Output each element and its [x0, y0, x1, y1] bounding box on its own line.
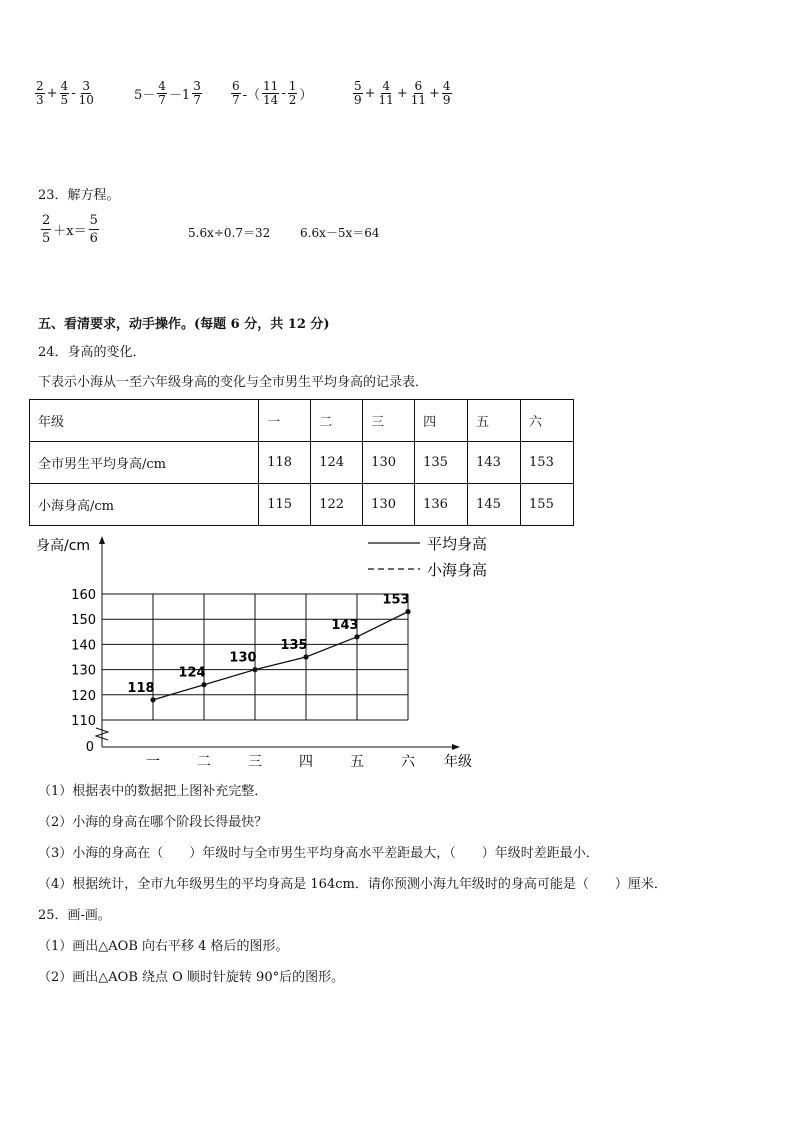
- denominator: 2: [288, 93, 297, 107]
- y-axis-arrow-icon: [99, 536, 105, 544]
- height-line-chart: [30, 532, 500, 777]
- x-axis-label: 年级: [444, 754, 472, 770]
- numerator: 6: [414, 79, 423, 93]
- y-tick-label: 150: [71, 613, 96, 629]
- table-row: [30, 484, 574, 526]
- table-cell: 145: [468, 484, 521, 526]
- data-label: 130: [229, 650, 257, 666]
- x-tick-label: 二: [197, 754, 211, 770]
- chart-ticks: [71, 588, 416, 770]
- fraction: [192, 80, 202, 107]
- numerator: 3: [82, 79, 91, 93]
- operator: +: [364, 86, 376, 101]
- fraction: [288, 80, 298, 107]
- denominator: 11: [378, 93, 394, 107]
- table-header-row: [30, 400, 574, 442]
- equation-3: 6.6x－5x＝64: [300, 226, 380, 240]
- data-label: 153: [382, 592, 410, 608]
- table-cell: 130: [363, 484, 415, 526]
- axis-break-icon: [96, 728, 108, 740]
- numerator: 5: [89, 213, 98, 228]
- data-point: [150, 697, 155, 702]
- operator: +: [396, 86, 408, 101]
- fraction: [60, 80, 70, 107]
- table-cell: 130: [363, 442, 415, 484]
- y-tick-label: 0: [85, 740, 94, 755]
- numerator: 6: [232, 79, 240, 93]
- y-axis-label: 身高/cm: [36, 538, 91, 554]
- table-header-cell: 三: [363, 400, 415, 442]
- data-point: [405, 609, 410, 614]
- fraction: [35, 80, 45, 107]
- x-tick-label: 一: [146, 754, 160, 770]
- equation-1: [40, 212, 100, 247]
- q24-subquestion-4: （4）根据统计，全市九年级男生的平均身高是 164cm．请你预测小海九年级时的身高可能是（ ）厘米．: [38, 877, 667, 892]
- denominator: 5: [42, 231, 51, 246]
- table-header-cell: 二: [311, 400, 363, 442]
- y-tick-label: 130: [71, 663, 96, 679]
- calc-expression-3: [230, 80, 313, 107]
- table-cell: 122: [311, 484, 363, 526]
- series-line: [153, 612, 408, 700]
- data-label: 135: [280, 638, 308, 653]
- denominator: 11: [410, 93, 427, 107]
- x-tick-label: 三: [248, 754, 262, 770]
- table-cell: 115: [259, 484, 311, 526]
- operator: +: [46, 86, 58, 101]
- table-header-cell: 六: [521, 400, 574, 442]
- operator: -: [71, 86, 76, 101]
- y-tick-label: 110: [71, 714, 96, 729]
- chart-series: [127, 593, 410, 703]
- q25-item-2: （2）画出△AOB 绕点 O 顺时针旋转 90°后的图形。: [38, 970, 345, 985]
- fraction: [41, 212, 51, 247]
- table-cell: 136: [415, 484, 468, 526]
- numerator: 1: [288, 79, 297, 93]
- q25-item-1: （1）画出△AOB 向右平移 4 格后的图形。: [38, 939, 289, 954]
- data-point: [201, 682, 206, 687]
- legend-label: 小海身高: [427, 561, 488, 579]
- numerator: 2: [42, 213, 51, 228]
- operator: ）: [299, 88, 313, 103]
- y-tick-label: 140: [71, 638, 96, 654]
- table-header-cell: 一: [259, 400, 311, 442]
- numerator: 2: [36, 79, 44, 93]
- table-header-cell: 年级: [30, 400, 259, 442]
- calc-expression-2: [133, 80, 203, 107]
- table-cell: 118: [259, 442, 311, 484]
- chart-axes: [96, 536, 460, 750]
- q23-title: 23．解方程。: [38, 188, 120, 203]
- q24-subquestion-1: （1）根据表中的数据把上图补充完整．: [38, 784, 268, 799]
- numerator: 11: [263, 79, 279, 93]
- data-label: 143: [331, 617, 359, 633]
- table-cell: 143: [468, 442, 521, 484]
- data-label: 118: [127, 680, 155, 696]
- fraction: [410, 80, 427, 107]
- fraction: [353, 80, 363, 107]
- table-cell: 153: [521, 442, 574, 484]
- operator: ＋x＝: [53, 224, 87, 239]
- fraction: [231, 80, 241, 107]
- table-row: [30, 442, 574, 484]
- fraction: [262, 80, 279, 107]
- x-tick-label: 五: [350, 754, 364, 770]
- denominator: 14: [263, 93, 279, 107]
- equation-2: 5.6x÷0.7＝32: [188, 226, 271, 240]
- chart-legend: [368, 535, 487, 579]
- fraction: [89, 212, 99, 247]
- y-tick-label: 160: [71, 588, 96, 603]
- denominator: 5: [60, 93, 69, 107]
- q24-intro: 下表示小海从一至六年级身高的变化与全市男生平均身高的记录表．: [38, 375, 429, 390]
- numerator: 5: [354, 79, 362, 93]
- table-cell: 155: [521, 484, 574, 526]
- calc-expression-4: [352, 80, 453, 107]
- data-label: 124: [178, 665, 206, 681]
- y-tick-label: 120: [71, 688, 96, 704]
- height-record-table: [29, 399, 574, 526]
- operator: -: [281, 86, 286, 101]
- denominator: 7: [193, 93, 201, 107]
- operator: -（: [242, 88, 261, 103]
- data-point: [303, 654, 308, 659]
- table-header-cell: 四: [415, 400, 468, 442]
- denominator: 9: [354, 93, 362, 107]
- denominator: 3: [36, 93, 44, 107]
- table-cell: 135: [415, 442, 468, 484]
- numerator: 4: [158, 79, 166, 93]
- denominator: 7: [232, 93, 240, 107]
- table-cell: 全市男生平均身高/cm: [30, 442, 259, 484]
- table-header-cell: 五: [468, 400, 521, 442]
- fraction: [157, 80, 167, 107]
- operator: +: [429, 86, 440, 101]
- numerator: 4: [382, 79, 390, 93]
- denominator: 10: [78, 93, 94, 107]
- numerator: 4: [442, 79, 451, 93]
- x-tick-label: 六: [401, 754, 415, 770]
- operator: 5－: [134, 88, 156, 103]
- fraction: [378, 80, 395, 107]
- numerator: 4: [60, 79, 69, 93]
- data-point: [252, 667, 257, 672]
- denominator: 7: [158, 93, 166, 107]
- table-cell: 小海身高/cm: [30, 484, 259, 526]
- fraction: [442, 80, 452, 107]
- table-cell: 124: [311, 442, 363, 484]
- data-point: [354, 634, 359, 639]
- fraction: [78, 80, 95, 107]
- q25-title: 25．画-画。: [38, 908, 111, 923]
- denominator: 6: [89, 231, 98, 246]
- section-heading: 五、看清要求，动手操作。(每题 6 分，共 12 分): [38, 317, 330, 332]
- q24-title: 24．身高的变化．: [38, 345, 146, 360]
- calc-expression-1: [34, 80, 96, 107]
- legend-label: 平均身高: [427, 535, 488, 553]
- denominator: 9: [442, 93, 451, 107]
- x-axis-arrow-icon: [452, 744, 460, 750]
- numerator: 3: [193, 79, 201, 93]
- q24-subquestion-2: （2）小海的身高在哪个阶段长得最快？: [38, 815, 268, 830]
- q24-subquestion-3: （3）小海的身高在（ ）年级时与全市男生平均身高水平差距最大，（ ）年级时差距最小．: [38, 846, 599, 861]
- x-tick-label: 四: [299, 754, 313, 770]
- operator: －1: [168, 88, 191, 103]
